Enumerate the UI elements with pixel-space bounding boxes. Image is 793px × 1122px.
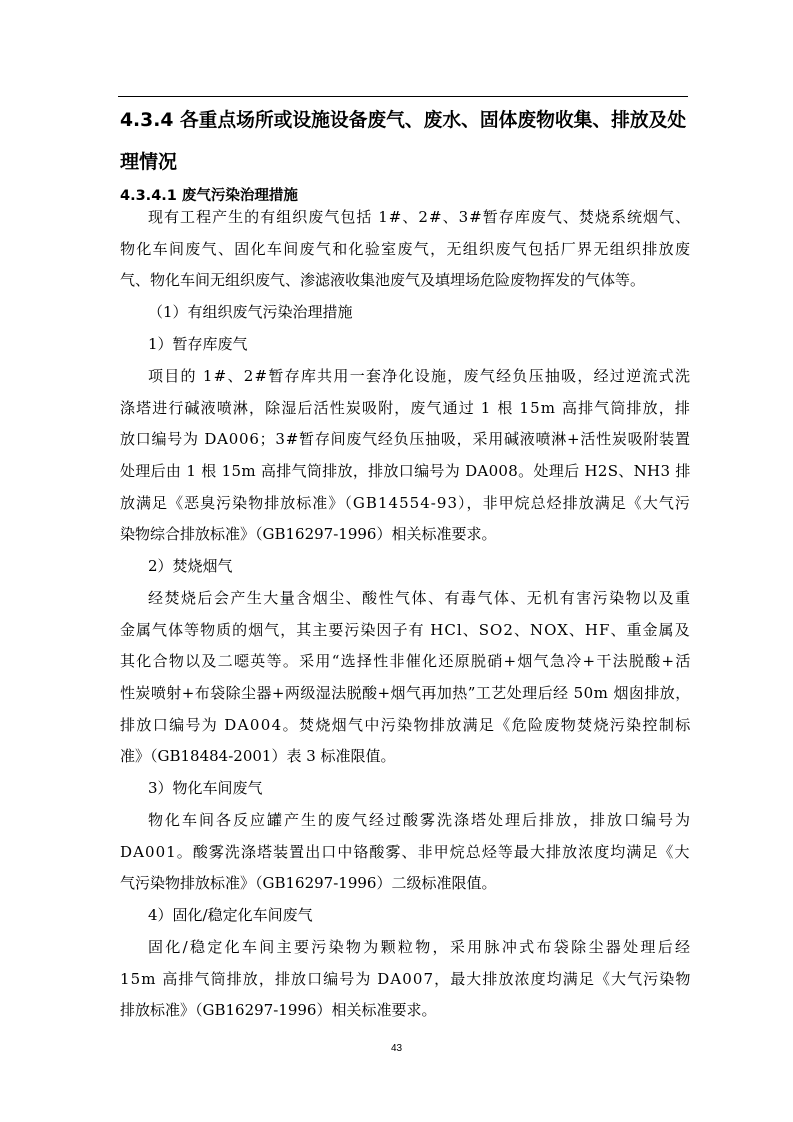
text-line: 气、物化车间无组织废气、渗滤液收集池废气及填埋场危险废物挥发的气体等。: [120, 271, 646, 289]
text-line: 1）暂存库废气: [148, 335, 248, 353]
text-line: 准》（GB18484-2001）表 3 标准限值。: [120, 747, 396, 765]
section-heading-line-1: 4.3.4 各重点场所或设施设备废气、废水、固体废物收集、排放及处: [120, 110, 687, 131]
text-line: 3）物化车间废气: [148, 779, 263, 797]
header-rule: [118, 96, 688, 97]
text-line: 性炭喷射+布袋除尘器+两级湿法脱酸+烟气再加热”工艺处理后经 50m 烟囱排放，: [120, 684, 691, 702]
text-line: 物化车间废气、固化车间废气和化验室废气，无组织废气包括厂界无组织排放废: [120, 240, 692, 258]
text-line: DA001。酸雾洗涤塔装置出口中铬酸雾、非甲烷总烃等最大排放浓度均满足《大: [120, 843, 691, 861]
text-line: 排放标准》（GB16297-1996）相关标准要求。: [120, 1001, 437, 1019]
text-line: 排放口编号为 DA004。焚烧烟气中污染物排放满足《危险废物焚烧污染控制标: [120, 716, 692, 734]
text-line: 项目的 1#、2#暂存库共用一套净化设施，废气经负压抽吸，经过逆流式洗: [148, 367, 692, 385]
text-line: 涤塔进行碱液喷淋，除湿后活性炭吸附，废气通过 1 根 15m 高排气筒排放，排: [120, 399, 692, 417]
text-line: 处理后由 1 根 15m 高排气筒排放，排放口编号为 DA008。处理后 H2S、NH3 排: [120, 462, 691, 480]
text-line: 4）固化/稳定化车间废气: [148, 906, 313, 924]
text-line: 其化合物以及二噁英等。采用“选择性非催化还原脱硝+烟气急冷+干法脱酸+活: [120, 652, 692, 670]
text-line: 物化车间各反应罐产生的废气经过酸雾洗涤塔处理后排放，排放口编号为: [148, 811, 693, 829]
text-line: 染物综合排放标准》（GB16297-1996）相关标准要求。: [120, 525, 497, 543]
section-heading-line-2: 理情况: [120, 151, 178, 173]
text-line: 气污染物排放标准》（GB16297-1996）二级标准限值。: [120, 874, 497, 892]
text-line: 现有工程产生的有组织废气包括 1#、2#、3#暂存库废气、焚烧系统烟气、: [148, 208, 692, 226]
text-line: 金属气体等物质的烟气，其主要污染因子有 HCl、SO2、NOX、HF、重金属及: [120, 621, 691, 639]
text-line: （1）有组织废气污染治理措施: [148, 303, 353, 321]
page-number: 43: [390, 1043, 403, 1054]
text-line: 2）焚烧烟气: [148, 557, 233, 575]
text-line: 放口编号为 DA006；3#暂存间废气经负压抽吸，采用碱液喷淋+活性炭吸附装置: [120, 430, 691, 448]
subsection-heading: 4.3.4.1 废气污染治理措施: [120, 188, 298, 204]
text-line: 固化/稳定化车间主要污染物为颗粒物，采用脉冲式布袋除尘器处理后经: [148, 938, 693, 956]
text-line: 经焚烧后会产生大量含烟尘、酸性气体、有毒气体、无机有害污染物以及重: [148, 589, 692, 607]
text-line: 放满足《恶臭污染物排放标准》（GB14554-93），非甲烷总烃排放满足《大气污: [120, 494, 691, 512]
text-line: 15m 高排气筒排放，排放口编号为 DA007，最大排放浓度均满足《大气污染物: [120, 970, 692, 988]
